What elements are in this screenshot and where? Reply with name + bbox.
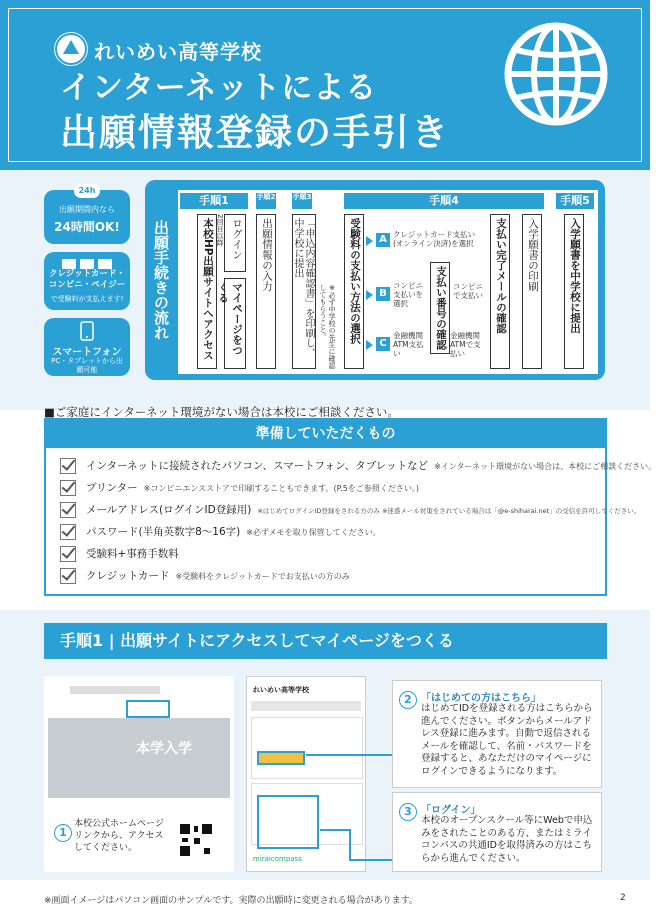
globe-icon <box>500 18 612 130</box>
payment-sub: で受験料が支払えます! <box>50 295 124 303</box>
prep-item <box>60 546 179 562</box>
prep-item <box>60 568 350 584</box>
option-b-text: コンビニ支払いを選択 <box>393 281 423 308</box>
prep-item-label: 受験料+事務手数料 <box>86 548 179 560</box>
homepage-hero <box>48 718 230 798</box>
school-logo-icon <box>54 32 88 66</box>
step1-mypage-box: マイページをつくる <box>224 278 246 369</box>
arrow-c-icon <box>366 340 373 350</box>
prep-item-note: ※インターネット環境がない場合は、本校にご相談ください。 <box>434 462 656 471</box>
checkbox-icon <box>60 502 76 518</box>
callout-3-title: 「ログイン」 <box>421 805 481 816</box>
callout-1-text: 本校公式ホームページリンクから、アクセスしてください。 <box>74 819 164 853</box>
callout-1-number: 1 <box>54 824 72 842</box>
login-screen-school: れいめい高等学校 <box>253 686 309 694</box>
smartphone-icon <box>80 321 94 345</box>
checkbox-icon <box>60 480 76 496</box>
prep-item-label: プリンター <box>86 482 138 494</box>
print-app-box: 入学願書の印刷 <box>522 214 542 369</box>
option-b-badge: B <box>376 287 390 301</box>
badge-smartphone <box>44 318 130 376</box>
title-line2: 出願情報登録の手引き <box>60 111 450 154</box>
step1-access-box: 本校HP出願サイトへアクセス <box>197 214 217 369</box>
pay-number-box: 支払い番号の確認 <box>430 262 450 354</box>
option-c-badge: C <box>376 337 390 351</box>
login-screen-banner <box>251 701 361 711</box>
option-c-text: 金融機関ATM支払い <box>393 331 424 358</box>
homepage-logo <box>70 686 160 694</box>
callout-2-title: 「はじめての方はこちら」 <box>421 693 541 704</box>
option-a-badge: A <box>376 233 390 247</box>
step1-title-bar <box>44 623 607 659</box>
step3-print-box: 「申込内容確認書」を印刷し、中学校に提出 <box>292 214 316 369</box>
badge-payment <box>44 252 130 310</box>
connector-lines <box>300 740 400 870</box>
school-name: れいめい高等学校 <box>94 40 262 64</box>
prep-title: 準備していただくもの <box>46 420 605 448</box>
prep-item-label: メールアドレス(ログインID登録用) <box>86 504 252 516</box>
step1-title: 手順1 | 出願サイトにアクセスしてマイページをつくる <box>60 631 454 650</box>
prep-box <box>44 418 656 596</box>
arrow-b-icon <box>366 290 373 300</box>
step4-header: 手順4 <box>344 193 544 209</box>
step5-submit-box: 入学願書を中学校に提出 <box>564 214 584 369</box>
homepage-link-highlight <box>126 700 170 718</box>
callout-2 <box>392 680 602 788</box>
notice-text: ■ご家庭にインターネット環境がない場合は本校にご相談ください。 <box>44 405 399 419</box>
payment-title: クレジットカード・コンビニ・ペイジー <box>48 269 126 290</box>
page-number: 2 <box>620 893 626 903</box>
prep-item <box>60 524 381 540</box>
badge-24h <box>44 186 130 244</box>
prep-item-label: クレジットカード <box>86 570 170 582</box>
prep-item-note: ※コンビニエンスストアで印刷することもできます。(P.5をご参照ください。) <box>143 484 419 493</box>
hours-ok-text: 24時間OK! <box>54 220 120 234</box>
callout-3-number: 3 <box>399 803 417 821</box>
step2-input-box: 出願情報の入力 <box>256 214 276 369</box>
first-time-button[interactable] <box>257 751 305 765</box>
payment-card-icon <box>60 255 114 267</box>
complete-mail-box: 支払い完了メールの確認 <box>490 214 510 369</box>
prep-item-note: ※はじめてログインID登録をされる方のみ ※迷惑メール対策をされている場合は「@e-shiharai.net」の受信を許可してください。 <box>257 507 641 515</box>
hours-badge: 24h <box>74 184 100 198</box>
pay-atm-text: 金融機関ATMで支払い <box>450 331 481 358</box>
checkbox-icon <box>60 568 76 584</box>
step5-header: 手順5 <box>556 193 594 209</box>
prep-item-note: ※受験料をクレジットカードでお支払いの方のみ <box>175 572 350 581</box>
option-a-text: クレジットカード支払い(オンライン決済)を選択 <box>393 230 476 248</box>
callout-2-number: 2 <box>399 691 417 709</box>
flow-label: 出願手続きの流れ <box>152 220 170 340</box>
callout-3 <box>392 792 602 872</box>
step1-login-box: ログイン <box>224 214 246 272</box>
prep-item-note: ※必ずメモを取り保管してください。 <box>246 528 381 537</box>
callout-3-text: 本校のオープンスクール等にWebで申込みをされたことのある方、またはミライコンパスの共通IDを取得済みの方はこちらから進んでください。 <box>421 815 593 864</box>
step1-header: 手順1 <box>180 193 248 209</box>
smartphone-title: スマートフォン <box>52 347 122 358</box>
header-banner <box>0 0 650 170</box>
title-line1: インターネットによる <box>60 70 378 106</box>
prep-item-label: インターネットに接続されたパソコン、スマートフォン、タブレットなど <box>86 460 429 472</box>
arrow-a-icon <box>366 236 373 246</box>
smartphone-sub: PC・タブレットから出願可能 <box>51 357 123 374</box>
miraicompass-logo: miraicompass <box>253 855 302 863</box>
prep-item <box>60 458 656 474</box>
prep-item <box>60 480 419 496</box>
prep-item <box>60 502 640 518</box>
period-text: 出願期間内なら <box>59 205 115 214</box>
callout-1 <box>50 814 170 864</box>
qr-code-icon <box>178 822 214 858</box>
checkbox-icon <box>60 458 76 474</box>
pay-conv-text: コンビニで支払い <box>453 282 483 300</box>
step4-select-box: 受験料の支払い方法の選択 <box>344 214 364 369</box>
step2-header: 手順2 <box>256 193 276 209</box>
step3-note: ※必ず中学校の先生に確認してもらうこと。 <box>319 284 336 369</box>
checkbox-icon <box>60 524 76 540</box>
callout-2-text: はじめてIDを登録される方はこちらから進んでください。ボタンからメールアドレス登録に進みます。自動で返信されるメールを確認して、名前・パスワードを登録すると、あなただけのマイページにログインできるようになります。 <box>421 703 593 777</box>
step1-login-note: 2回目以降 <box>216 214 224 247</box>
step3-header: 手順3 <box>292 193 312 209</box>
checkbox-icon <box>60 546 76 562</box>
footnote: ※画面イメージはパソコン画面のサンプルです。実際の出願時に変更される場合があります。 <box>44 896 418 906</box>
homepage-hero-text: 本学入学 <box>136 741 192 757</box>
prep-item-label: パスワード(半角英数字8〜16字) <box>86 526 241 538</box>
